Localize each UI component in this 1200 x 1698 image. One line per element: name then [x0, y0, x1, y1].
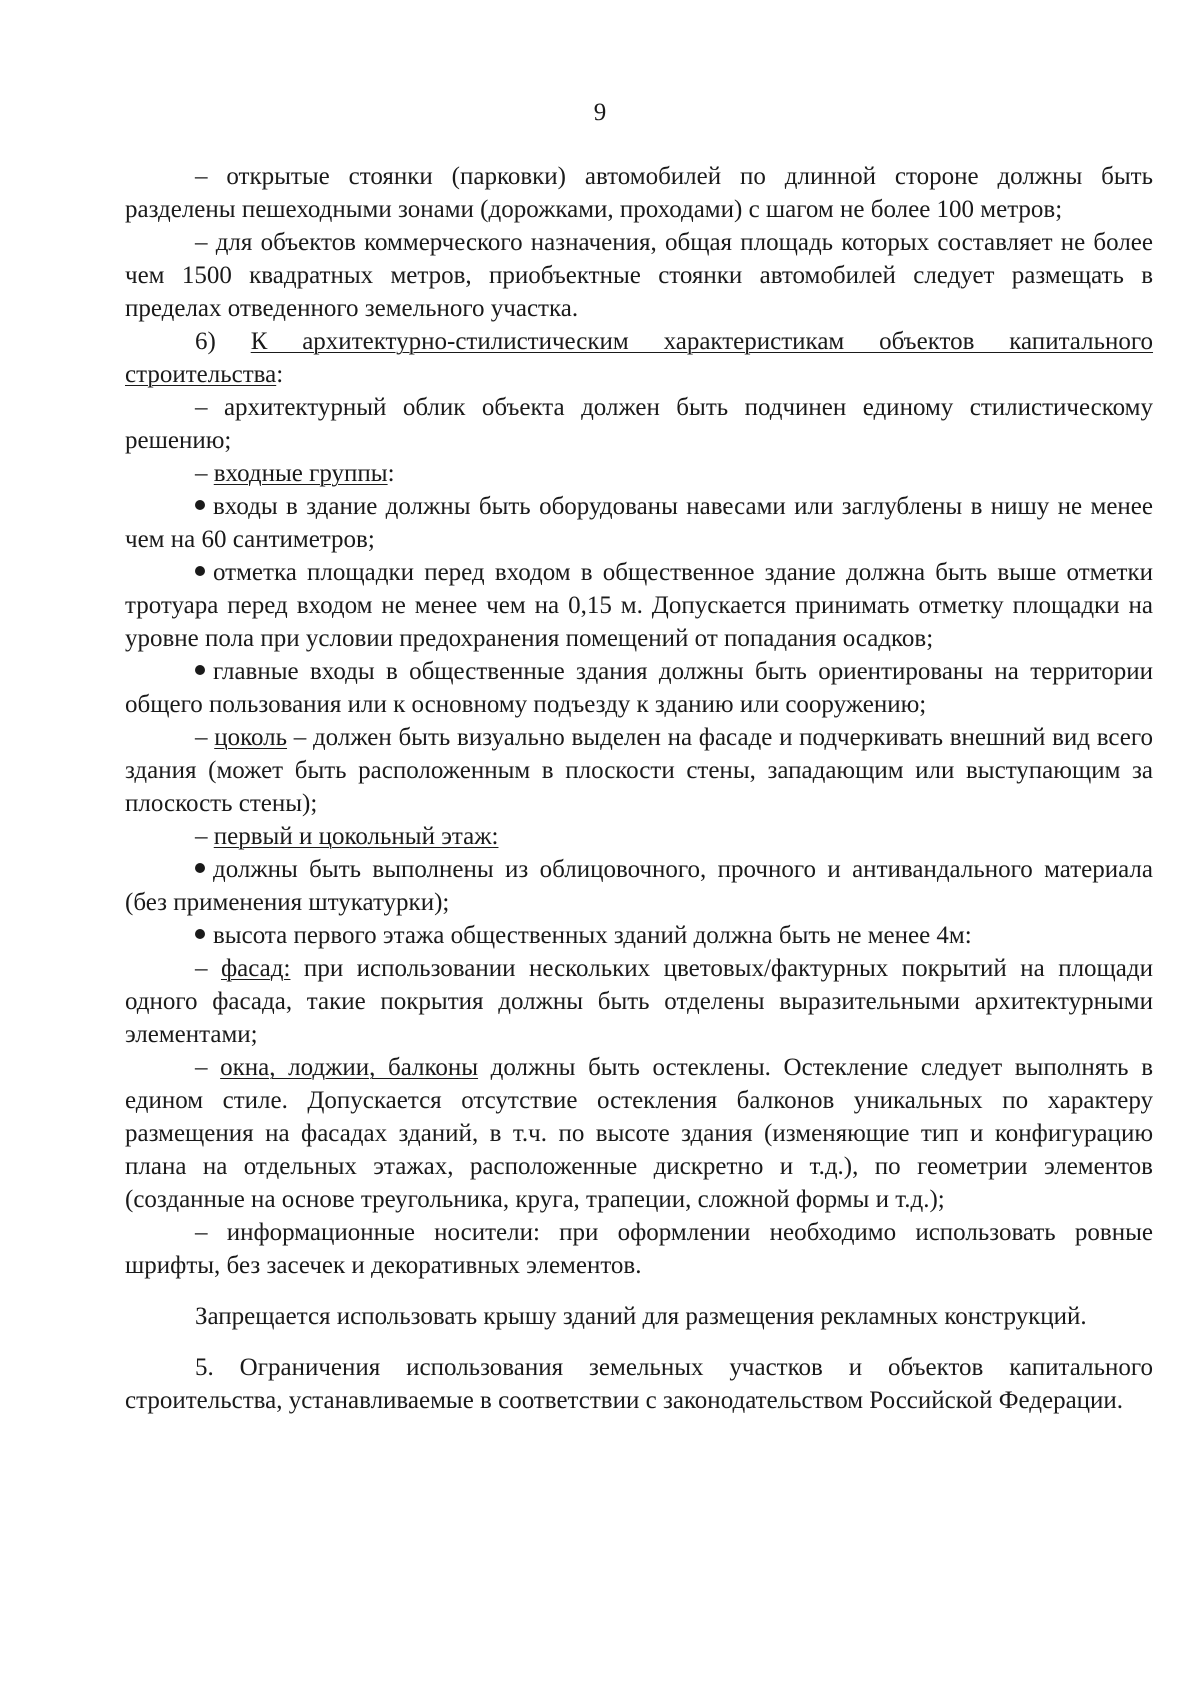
- underlined-term: фасад:: [220, 955, 291, 982]
- section-5-restrictions: 5. Ограничения использования земельных участков и объектов капитального строительства, устанавливаемые в соответствии с законодательством Российской Федерации.: [125, 1354, 1153, 1414]
- subheading-entrance-groups: – входные группы:: [195, 460, 395, 487]
- paragraph-plinth: – цоколь – должен быть визуально выделен на фасаде и подчеркивать внешний вид всего здания (может быть расположенным в плоскости стены, западающим или выступающим за плоскость стены);: [125, 724, 1153, 817]
- page-number: 9: [593, 99, 607, 126]
- paragraph-information-carriers: – информационные носители: при оформлении необходимо использовать ровные шрифты, без засечек и декоративных элементов.: [125, 1219, 1153, 1279]
- underlined-term: окна, лоджии, балконы: [220, 1054, 479, 1081]
- paragraph-parking-pedestrian-zones: – открытые стоянки (парковки) автомобилей по длинной стороне должны быть разделены пешеходными зонами (дорожками, проходами) с шагом не более 100 метров;: [125, 163, 1153, 223]
- section-heading-architectural-characteristics: 6) К архитектурно-стилистическим характеристикам объектов капитального строительства:: [125, 328, 1154, 388]
- paragraph-roof-advertising-prohibition: Запрещается использовать крышу зданий для размещения рекламных конструкций.: [195, 1303, 1087, 1330]
- bullet-icon: [195, 500, 205, 510]
- bullet-icon: [195, 863, 205, 873]
- subheading-first-floor: – первый и цокольный этаж:: [195, 823, 499, 850]
- bullet-icon: [195, 929, 205, 939]
- bullet-icon: [195, 665, 205, 675]
- underlined-term: первый и цокольный этаж:: [213, 823, 499, 850]
- paragraph-windows-balconies: – окна, лоджии, балконы должны быть остеклены. Остекление следует выполнять в едином стиле. Допускается отсутствие остекления балконов уникальных по характеру размещения на фасадах зданий, в т.ч. по высоте здания (изменяющие тип и конфигурацию плана на отдельных этажах, расположенные дискретно и т.д.), по геометрии элементов (созданные на основе треугольника, круга, трапеции, сложной формы и т.д.);: [125, 1054, 1154, 1213]
- paragraph-facade: – фасад: при использовании нескольких цветовых/фактурных покрытий на площади одного фасада, такие покрытия должны быть отделены выразительными архитектурными элементами;: [125, 955, 1153, 1048]
- bullet-icon: [195, 566, 205, 576]
- underlined-term: входные группы: [213, 460, 388, 487]
- underlined-term: цоколь: [214, 724, 288, 751]
- paragraph-commercial-parking: – для объектов коммерческого назначения, общая площадь которых составляет не более чем 1500 квадратных метров, приобъектные стоянки автомобилей следует размещать в пределах отведенного земельного участка.: [125, 229, 1153, 322]
- bullet-item-cladding: должны быть выполнены из облицовочного, прочного и антивандального материала (без применения штукатурки);: [125, 856, 1153, 916]
- underlined-heading: К архитектурно-стилистическим характеристикам объектов капитального строительства: [125, 328, 1154, 388]
- bullet-item-canopies: входы в здание должны быть оборудованы навесами или заглублены в нишу не менее чем на 60 сантиметров;: [125, 493, 1153, 553]
- document-body: [125, 160, 1153, 1417]
- paragraph-architectural-appearance: – архитектурный облик объекта должен быть подчинен единому стилистическому решению;: [125, 394, 1153, 454]
- bullet-item-entrance-level: отметка площадки перед входом в общественное здание должна быть выше отметки тротуара перед входом не менее чем на 0,15 м. Допускается принимать отметку площадки на уровне пола при условии предохранения помещений от попадания осадков;: [125, 559, 1153, 652]
- bullet-item-floor-height: высота первого этажа общественных зданий должна быть не менее 4м:: [125, 919, 1153, 952]
- bullet-item-main-entrances: главные входы в общественные здания должны быть ориентированы на территории общего пользования или к основному подъезду к зданию или сооружению;: [125, 658, 1153, 718]
